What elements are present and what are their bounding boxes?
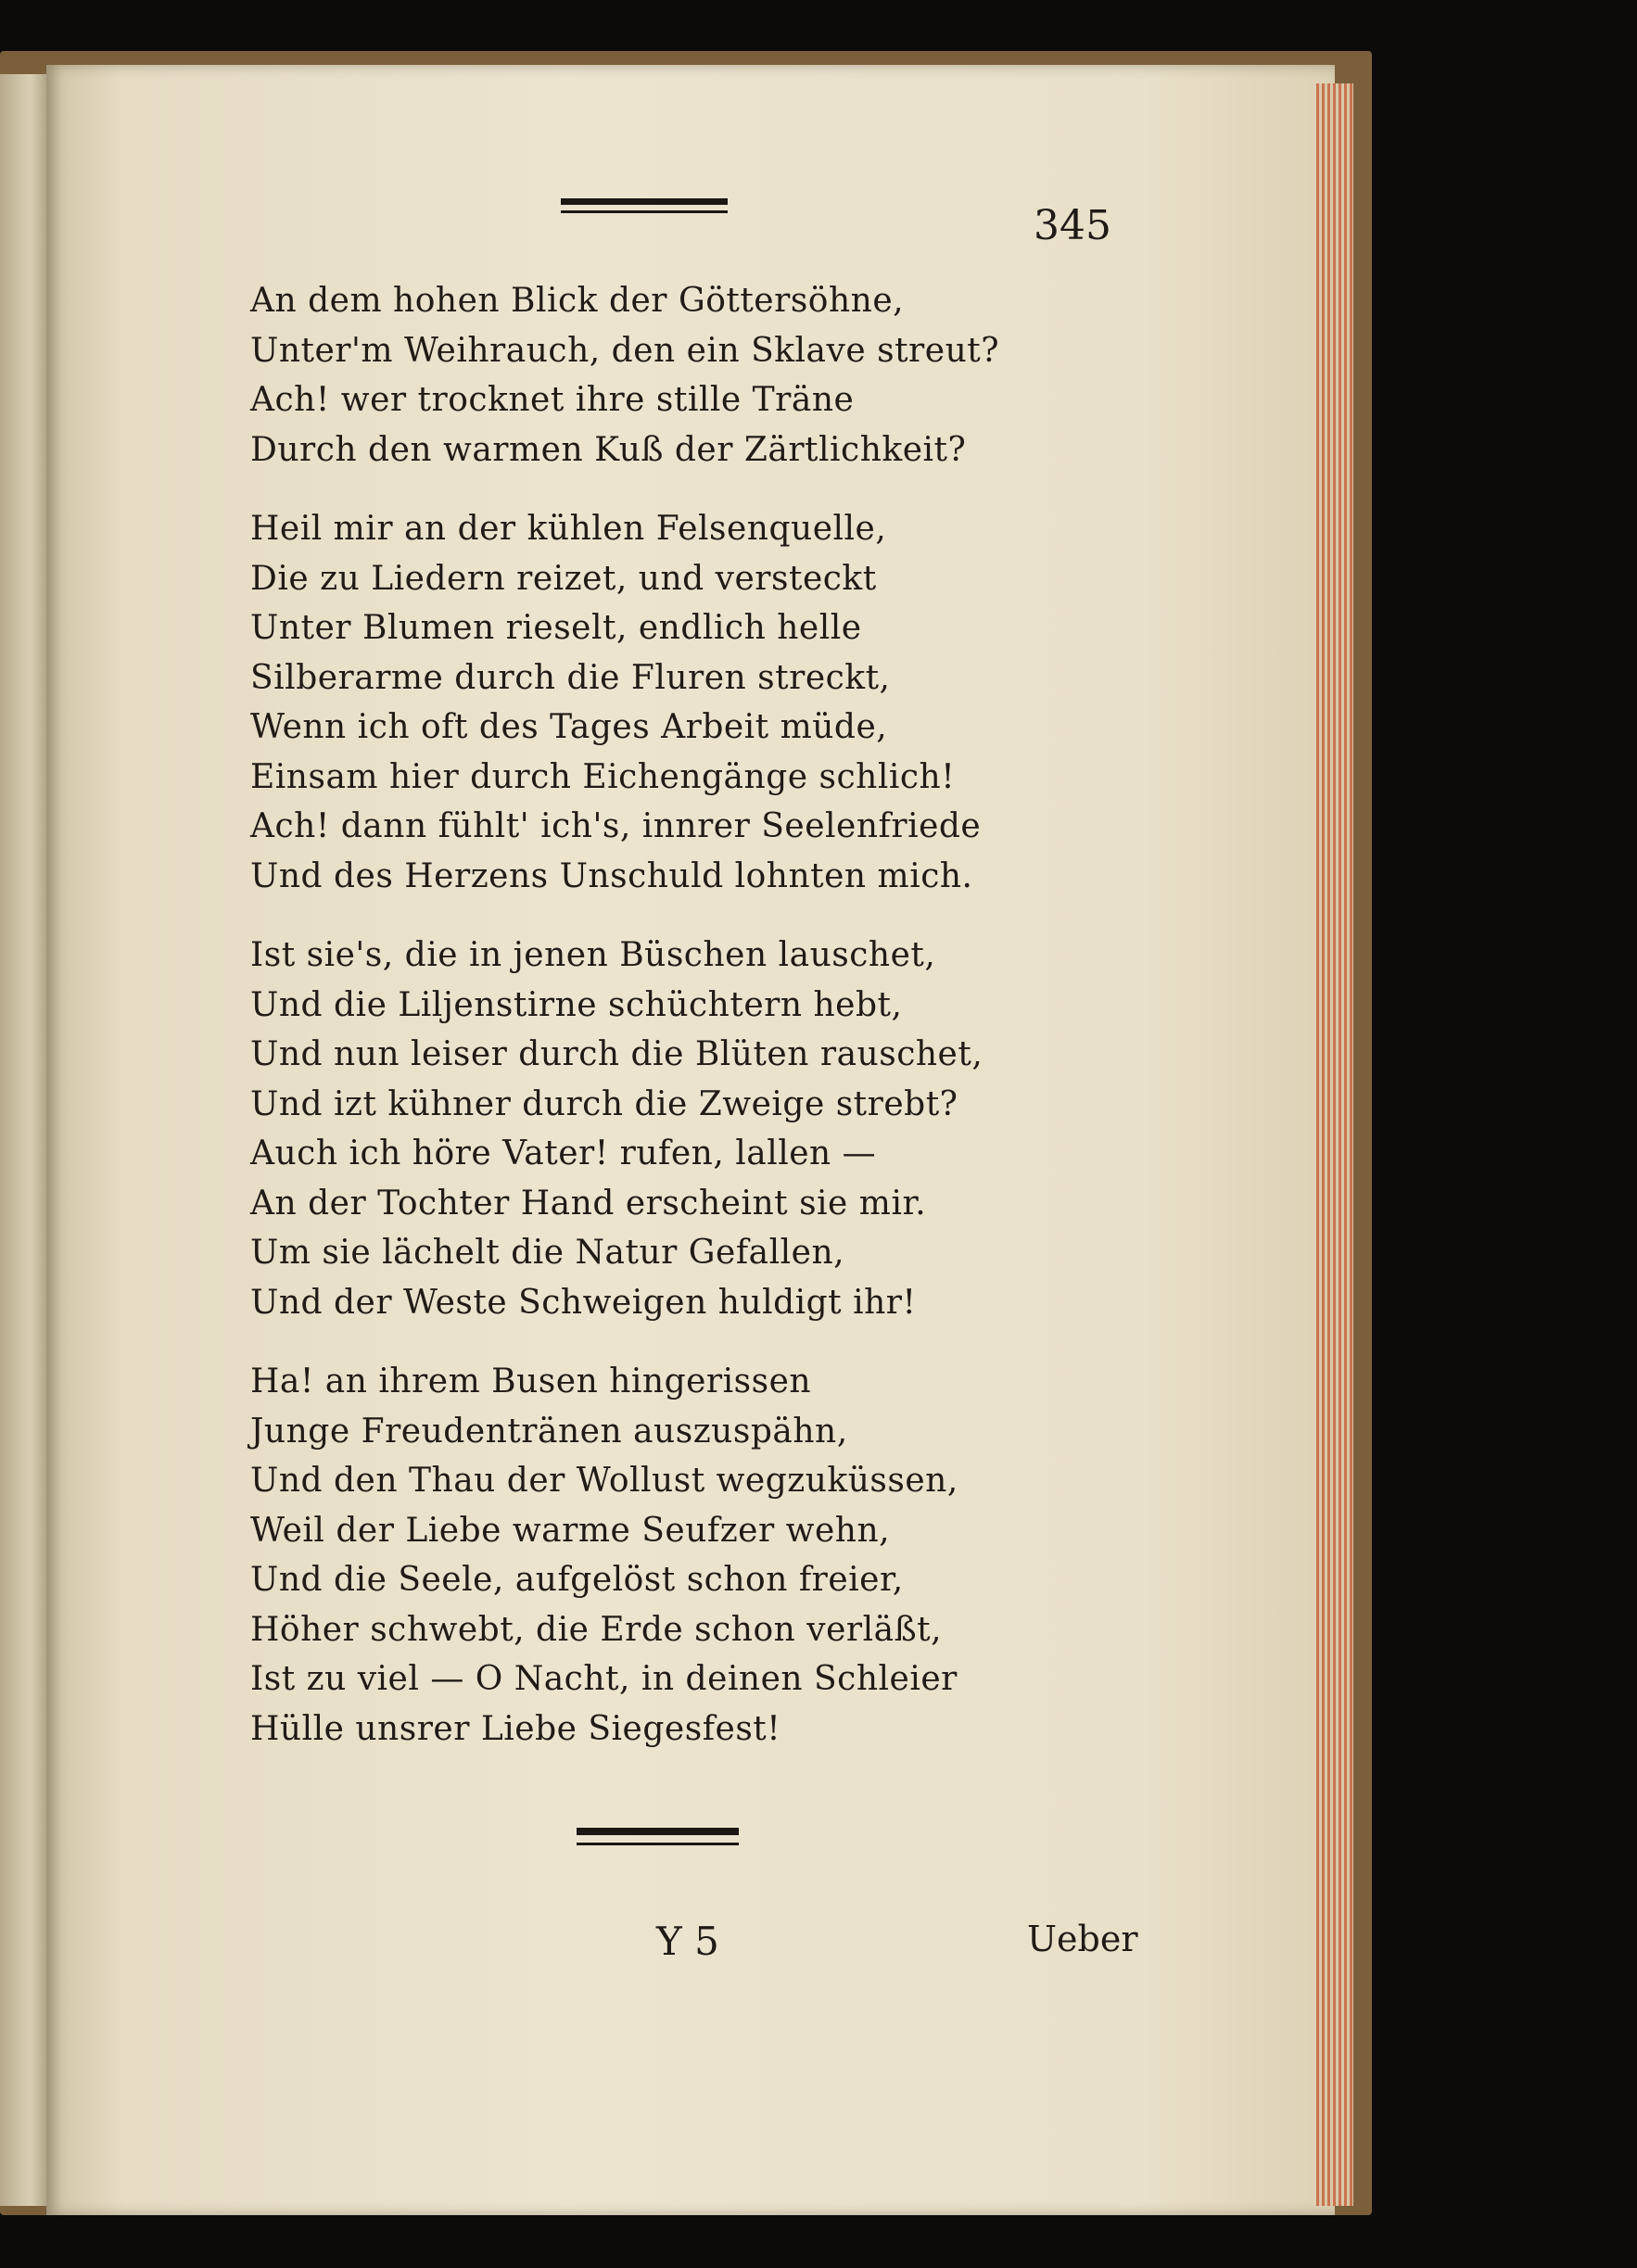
- poem-line: Ach! dann fühlt' ich's, innrer Seelenfriede: [250, 807, 982, 845]
- poem-line: Wenn ich oft des Tages Arbeit müde,: [250, 708, 888, 746]
- footer-rule: [577, 1828, 739, 1835]
- poem-line: Höher schwebt, die Erde schon verläßt,: [250, 1610, 943, 1649]
- poem-line: Auch ich höre Vater! rufen, lallen —: [250, 1134, 877, 1172]
- poem-line: Junge Freudentränen auszuspähn,: [250, 1412, 848, 1451]
- poem-line: Und der Weste Schweigen huldigt ihr!: [250, 1283, 917, 1322]
- footer-rule-thin: [577, 1843, 739, 1845]
- poem-line: Die zu Liedern reizet, und versteckt: [250, 559, 877, 598]
- poem-line: Und den Thau der Wollust wegzuküssen,: [250, 1462, 958, 1500]
- poem-line: Und die Liljenstirne schüchtern hebt,: [250, 985, 903, 1024]
- poem-line: Silberarme durch die Fluren streckt,: [250, 658, 891, 697]
- poem-line: Unter Blumen rieselt, endlich helle: [250, 609, 862, 647]
- poem-line: Heil mir an der kühlen Felsenquelle,: [250, 510, 887, 548]
- poem-line: Durch den warmen Kuß der Zärtlichkeit?: [250, 430, 967, 469]
- poem-line: Ach! wer trocknet ihre stille Träne: [250, 381, 855, 419]
- poem-line: Hülle unsrer Liebe Siegesfest!: [250, 1709, 781, 1748]
- stanza-2: [250, 504, 1085, 901]
- poem-line: Ha! an ihrem Busen hingerissen: [250, 1362, 812, 1400]
- poem-line: Ist sie's, die in jenen Büschen lauschet,: [250, 936, 936, 974]
- poem-line: Und die Seele, aufgelöst schon freier,: [250, 1561, 904, 1599]
- poem-line: Ist zu viel — O Nacht, in deinen Schleier: [250, 1660, 958, 1698]
- poem-line: Um sie lächelt die Natur Gefallen,: [250, 1234, 845, 1272]
- header-rule-thin: [561, 210, 728, 213]
- stanza-1: [250, 276, 1085, 475]
- catchword: Ueber: [1027, 1919, 1138, 1959]
- stanza-3: [250, 931, 1085, 1327]
- poem-text: [250, 276, 1085, 1783]
- poem-line: Unter'm Weihrauch, den ein Sklave streut?: [250, 331, 1000, 370]
- poem-line: Und des Herzens Unschuld lohnten mich.: [250, 856, 973, 895]
- poem-line: Und izt kühner durch die Zweige strebt?: [250, 1084, 958, 1123]
- poem-line: Weil der Liebe warme Seufzer wehn,: [250, 1511, 891, 1550]
- header-rule: [561, 198, 728, 205]
- poem-line: An dem hohen Blick der Göttersöhne,: [250, 282, 905, 320]
- facing-page-edge: [0, 74, 51, 2206]
- stanza-4: [250, 1357, 1085, 1754]
- page-stack-edges: [1316, 83, 1353, 2206]
- page-number: 345: [1034, 202, 1111, 249]
- poem-line: Einsam hier durch Eichengänge schlich!: [250, 757, 956, 796]
- signature-mark: Y 5: [656, 1919, 719, 1964]
- poem-line: Und nun leiser durch die Blüten rauschet,: [250, 1035, 983, 1073]
- poem-line: An der Tochter Hand erscheint sie mir.: [250, 1184, 927, 1223]
